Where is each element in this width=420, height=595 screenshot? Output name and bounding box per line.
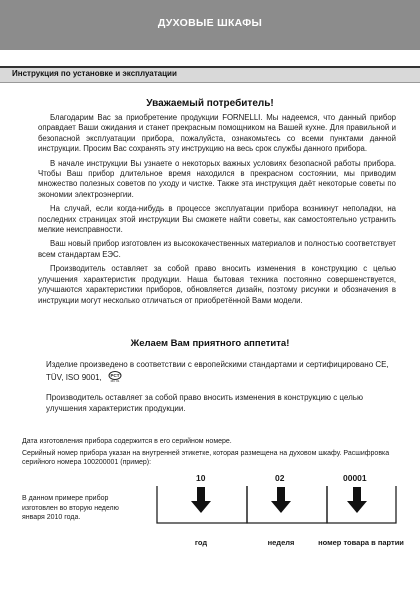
serial-label-week: неделя [267,538,295,547]
header-title: ДУХОВЫЕ ШКАФЫ [157,17,263,29]
arrow-down-icon [347,487,367,513]
intro-paragraph: Производитель оставляет за собой право вносить изменения в конструкцию с целью улучшения характеристик продукции. Наша бытовая техника постоянно совершенствуется, улучшаются характеристики приборов, обновляется дизайн, поэтому рисунки и обозначения в инструкции могут несколько отличаться от приобретённой Вами модели. [38,264,396,305]
serial-digits-week: 02 [275,473,285,483]
serial-label-year: год [194,538,208,547]
arrow-down-icon [271,487,291,513]
serial-info-line: Дата изготовления прибора содержится в его серийном номере. [22,438,232,445]
svg-text:PCT: PCT [110,372,120,378]
serial-info-line: Серийный номер прибора указан на внутренней этикетке, которая размещена на духовом шкафу. Расшифровка серийного номера 100200001 (пример): [22,450,390,466]
intro-paragraph: Благодарим Вас за приобретение продукции FORNELLI. Мы надеемся, что данный прибор оправдает Ваши ожидания и станет прекрасным помощником на Вашей кухне. Для правильной и безопасной эксплуатации прибора, пожалуйста, ознакомьтесь со всеми пунктами данной инструкции. Просим Вас сохранять эту инструкцию на весь срок службы данного прибора. [38,113,396,154]
intro-paragraph: Ваш новый прибор изготовлен из высококачественных материалов и полностью соответствует всем стандартам ЕЭС. [38,239,396,259]
certification-text: Изделие произведено в соответствии с европейскими стандартами и сертифицировано CE, TÜV, ISO 9001, [46,360,389,382]
section-title: Инструкция по установке и эксплуатации [12,69,177,78]
intro-paragraph: В начале инструкции Вы узнаете о некоторых важных условиях безопасной работы прибора. Чтобы Ваш прибор длительное время находился в прекрасном состоянии, мы приводим множество полезных советов по уходу и чистке. Также эта инструкция даёт некоторые советы по экономии электроэнергии. [38,158,396,199]
wish-heading: Желаем Вам приятного аппетита! [130,338,290,349]
serial-digits-number: 00001 [343,473,367,483]
serial-label-number: номер товара в партии [318,538,404,547]
changes-paragraph: Производитель оставляет за собой право вносить изменения в конструкцию с целью улучшения характеристик продукции. [46,393,363,413]
pct-mark-caption: МС 01 [110,378,120,382]
example-note: В данном примере прибор изготовлен во вторую неделю января 2010 года. [22,495,119,521]
intro-paragraph: На случай, если когда-нибудь в процессе эксплуатации прибора возникнут неполадки, на последних страницах этой инструкции Вы сможете найти советы, как самостоятельно устранить мелкие неисправности. [38,204,396,235]
serial-digits-year: 10 [196,473,206,483]
greeting-heading: Уважаемый потребитель! [146,98,274,109]
arrow-down-icon [191,487,211,513]
